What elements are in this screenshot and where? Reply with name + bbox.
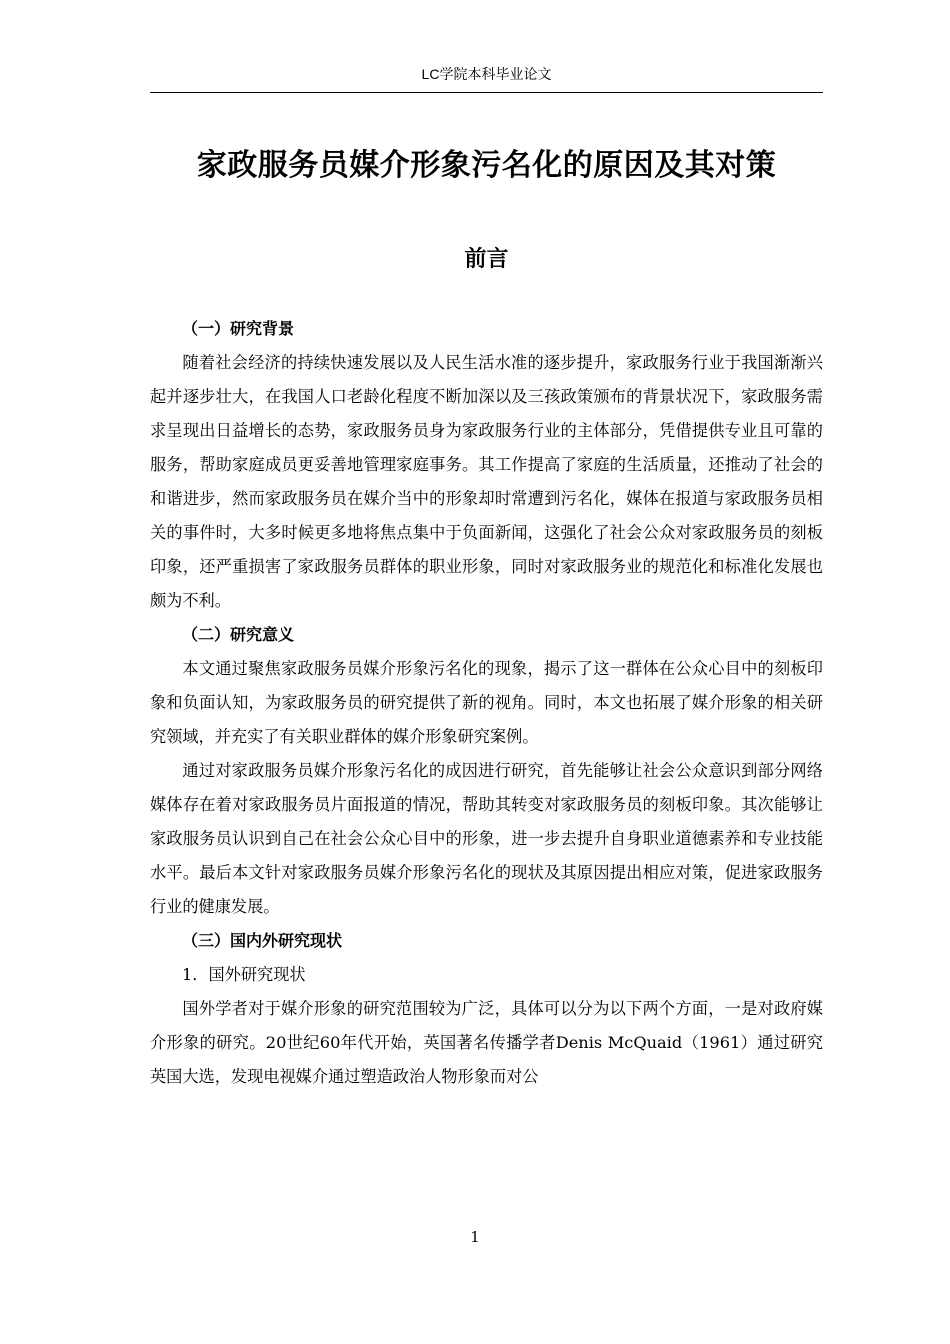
body-text (150, 312, 823, 1094)
subsection-heading-significance: （二）研究意义 (182, 625, 295, 644)
subsection-heading-research-status: （三）国内外研究现状 (182, 931, 343, 950)
paragraph-significance-1: 本文通过聚焦家政服务员媒介形象污名化的现象，揭示了这一群体在公众心目中的刻板印象和负面认知，为家政服务员的研究提供了新的视角。同时，本文也拓展了媒介形象的相关研究领域，并充实了有关职业群体的媒介形象研究案例。 (150, 659, 823, 746)
header-divider (150, 92, 823, 93)
preface-heading: 前言 (464, 247, 509, 272)
paragraph-foreign-status: 国外学者对于媒介形象的研究范围较为广泛，具体可以分为以下两个方面，一是对政府媒介形象的研究。20世纪60年代开始，英国著名传播学者Denis McQuaid（1961）通过研究英国大选，发现电视媒介通过塑造政治人物形象而对公 (150, 999, 823, 1086)
paper-title: 家政服务员媒介形象污名化的原因及其对策 (196, 148, 777, 183)
running-header: LC学院本科毕业论文 (421, 66, 552, 82)
page-number: 1 (470, 1228, 480, 1246)
numbered-heading-foreign-status: 1．国外研究现状 (182, 965, 306, 984)
paragraph-significance-2: 通过对家政服务员媒介形象污名化的成因进行研究，首先能够让社会公众意识到部分网络媒体存在着对家政服务员片面报道的情况，帮助其转变对家政服务员的刻板印象。其次能够让家政服务员认识到自己在社会公众心目中的形象，进一步去提升自身职业道德素养和专业技能水平。最后本文针对家政服务员媒介形象污名化的现状及其原因提出相应对策，促进家政服务行业的健康发展。 (150, 761, 823, 916)
paragraph-background: 随着社会经济的持续快速发展以及人民生活水准的逐步提升，家政服务行业于我国渐渐兴起并逐步壮大，在我国人口老龄化程度不断加深以及三孩政策颁布的背景状况下，家政服务需求呈现出日益增长的态势，家政服务员身为家政服务行业的主体部分，凭借提供专业且可靠的服务，帮助家庭成员更妥善地管理家庭事务。其工作提高了家庭的生活质量，还推动了社会的和谐进步，然而家政服务员在媒介当中的形象却时常遭到污名化，媒体在报道与家政服务员相关的事件时，大多时候更多地将焦点集中于负面新闻，这强化了社会公众对家政服务员的刻板印象，还严重损害了家政服务员群体的职业形象，同时对家政服务业的规范化和标准化发展也颇为不利。 (150, 353, 823, 610)
subsection-heading-background: （一）研究背景 (182, 319, 295, 338)
